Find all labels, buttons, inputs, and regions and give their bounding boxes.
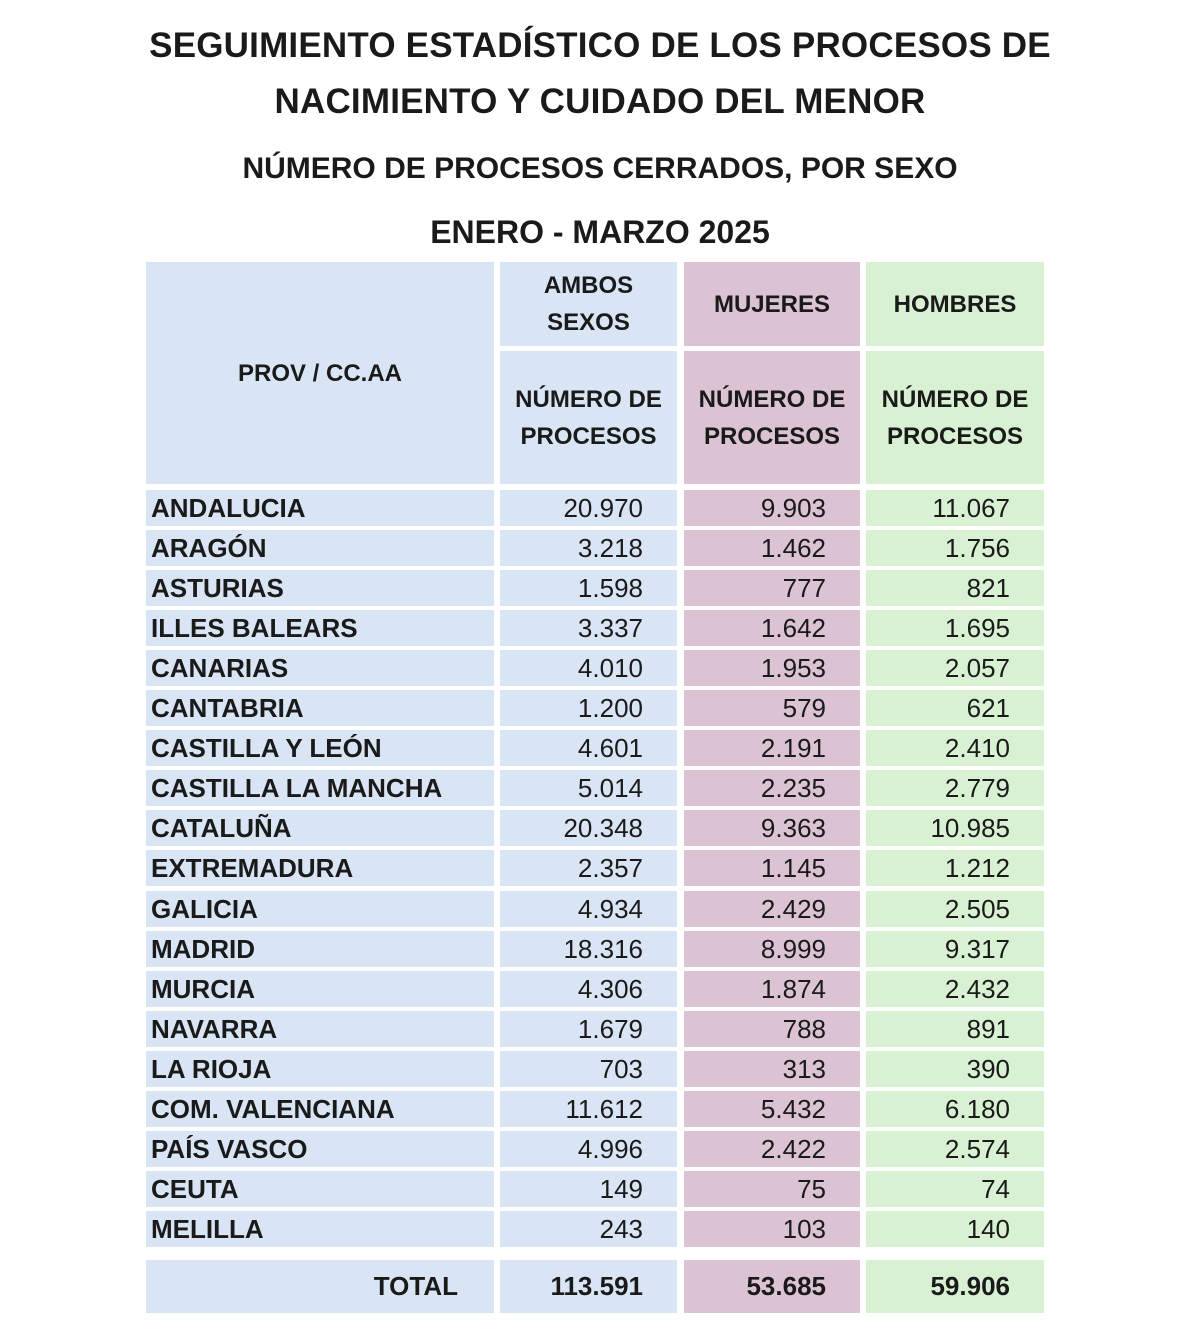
cell-hombres: 390 [866,1051,1044,1087]
cell-mujeres: 313 [684,1051,860,1087]
cell-mujeres: 788 [684,1011,860,1047]
cell-mujeres: 579 [684,690,860,726]
cell-region: ILLES BALEARS [146,610,494,646]
cell-ambos-sexos: 5.014 [500,770,677,806]
cell-mujeres: 2.422 [684,1131,860,1167]
header-region: PROV / CC.AA [146,262,494,484]
cell-region: COM. VALENCIANA [146,1091,494,1127]
cell-hombres: 2.505 [866,891,1044,927]
cell-hombres: 891 [866,1011,1044,1047]
cell-mujeres: 2.429 [684,891,860,927]
cell-hombres: 2.574 [866,1131,1044,1167]
total-label: TOTAL [146,1260,494,1313]
cell-mujeres: 5.432 [684,1091,860,1127]
cell-ambos-sexos: 11.612 [500,1091,677,1127]
cell-hombres: 2.432 [866,971,1044,1007]
cell-hombres: 11.067 [866,490,1044,526]
subheader-mujeres-numero-de-procesos: NÚMERO DE PROCESOS [684,351,860,484]
cell-region: CANARIAS [146,650,494,686]
cell-hombres: 6.180 [866,1091,1044,1127]
header-mujeres: MUJERES [684,262,860,346]
cell-ambos-sexos: 4.934 [500,891,677,927]
cell-region: CASTILLA LA MANCHA [146,770,494,806]
cell-hombres: 9.317 [866,931,1044,967]
report-period: ENERO - MARZO 2025 [430,214,770,250]
cell-region: EXTREMADURA [146,850,494,886]
cell-hombres: 74 [866,1171,1044,1207]
cell-ambos-sexos: 703 [500,1051,677,1087]
cell-mujeres: 1.642 [684,610,860,646]
cell-hombres: 1.756 [866,530,1044,566]
cell-hombres: 2.057 [866,650,1044,686]
cell-mujeres: 1.874 [684,971,860,1007]
cell-ambos-sexos: 149 [500,1171,677,1207]
cell-region: CATALUÑA [146,810,494,846]
cell-mujeres: 1.462 [684,530,860,566]
cell-region: MURCIA [146,971,494,1007]
report-subtitle: NÚMERO DE PROCESOS CERRADOS, POR SEXO [242,152,958,185]
cell-region: MADRID [146,931,494,967]
cell-ambos-sexos: 20.970 [500,490,677,526]
cell-region: LA RIOJA [146,1051,494,1087]
cell-region: ARAGÓN [146,530,494,566]
cell-mujeres: 9.363 [684,810,860,846]
cell-ambos-sexos: 3.337 [500,610,677,646]
cell-mujeres: 1.953 [684,650,860,686]
cell-hombres: 140 [866,1211,1044,1247]
cell-ambos-sexos: 2.357 [500,850,677,886]
cell-ambos-sexos: 18.316 [500,931,677,967]
cell-ambos-sexos: 1.598 [500,570,677,606]
cell-hombres: 621 [866,690,1044,726]
cell-region: ASTURIAS [146,570,494,606]
cell-ambos-sexos: 1.679 [500,1011,677,1047]
subheader-hombres-numero-de-procesos: NÚMERO DE PROCESOS [866,351,1044,484]
header-hombres: HOMBRES [866,262,1044,346]
cell-ambos-sexos: 20.348 [500,810,677,846]
cell-ambos-sexos: 4.601 [500,730,677,766]
total-mujeres: 53.685 [684,1260,860,1313]
cell-mujeres: 1.145 [684,850,860,886]
total-ambos-sexos: 113.591 [500,1260,677,1313]
cell-hombres: 821 [866,570,1044,606]
header-ambos-sexos: AMBOS SEXOS [500,262,677,346]
cell-hombres: 10.985 [866,810,1044,846]
cell-region: GALICIA [146,891,494,927]
subheader-ambos-numero-de-procesos: NÚMERO DE PROCESOS [500,351,677,484]
cell-region: PAÍS VASCO [146,1131,494,1167]
cell-hombres: 1.212 [866,850,1044,886]
cell-ambos-sexos: 3.218 [500,530,677,566]
cell-mujeres: 75 [684,1171,860,1207]
cell-mujeres: 777 [684,570,860,606]
cell-region: CANTABRIA [146,690,494,726]
cell-ambos-sexos: 4.306 [500,971,677,1007]
cell-region: CASTILLA Y LEÓN [146,730,494,766]
cell-ambos-sexos: 4.996 [500,1131,677,1167]
cell-ambos-sexos: 4.010 [500,650,677,686]
cell-region: ANDALUCIA [146,490,494,526]
cell-hombres: 1.695 [866,610,1044,646]
cell-mujeres: 2.191 [684,730,860,766]
cell-region: NAVARRA [146,1011,494,1047]
cell-mujeres: 8.999 [684,931,860,967]
cell-mujeres: 2.235 [684,770,860,806]
total-hombres: 59.906 [866,1260,1044,1313]
report-title-line-1: SEGUIMIENTO ESTADÍSTICO DE LOS PROCESOS DE [149,26,1051,65]
cell-region: MELILLA [146,1211,494,1247]
report-title-line-2: NACIMIENTO Y CUIDADO DEL MENOR [274,82,926,121]
cell-ambos-sexos: 1.200 [500,690,677,726]
cell-ambos-sexos: 243 [500,1211,677,1247]
cell-hombres: 2.410 [866,730,1044,766]
cell-region: CEUTA [146,1171,494,1207]
cell-mujeres: 103 [684,1211,860,1247]
cell-hombres: 2.779 [866,770,1044,806]
cell-mujeres: 9.903 [684,490,860,526]
